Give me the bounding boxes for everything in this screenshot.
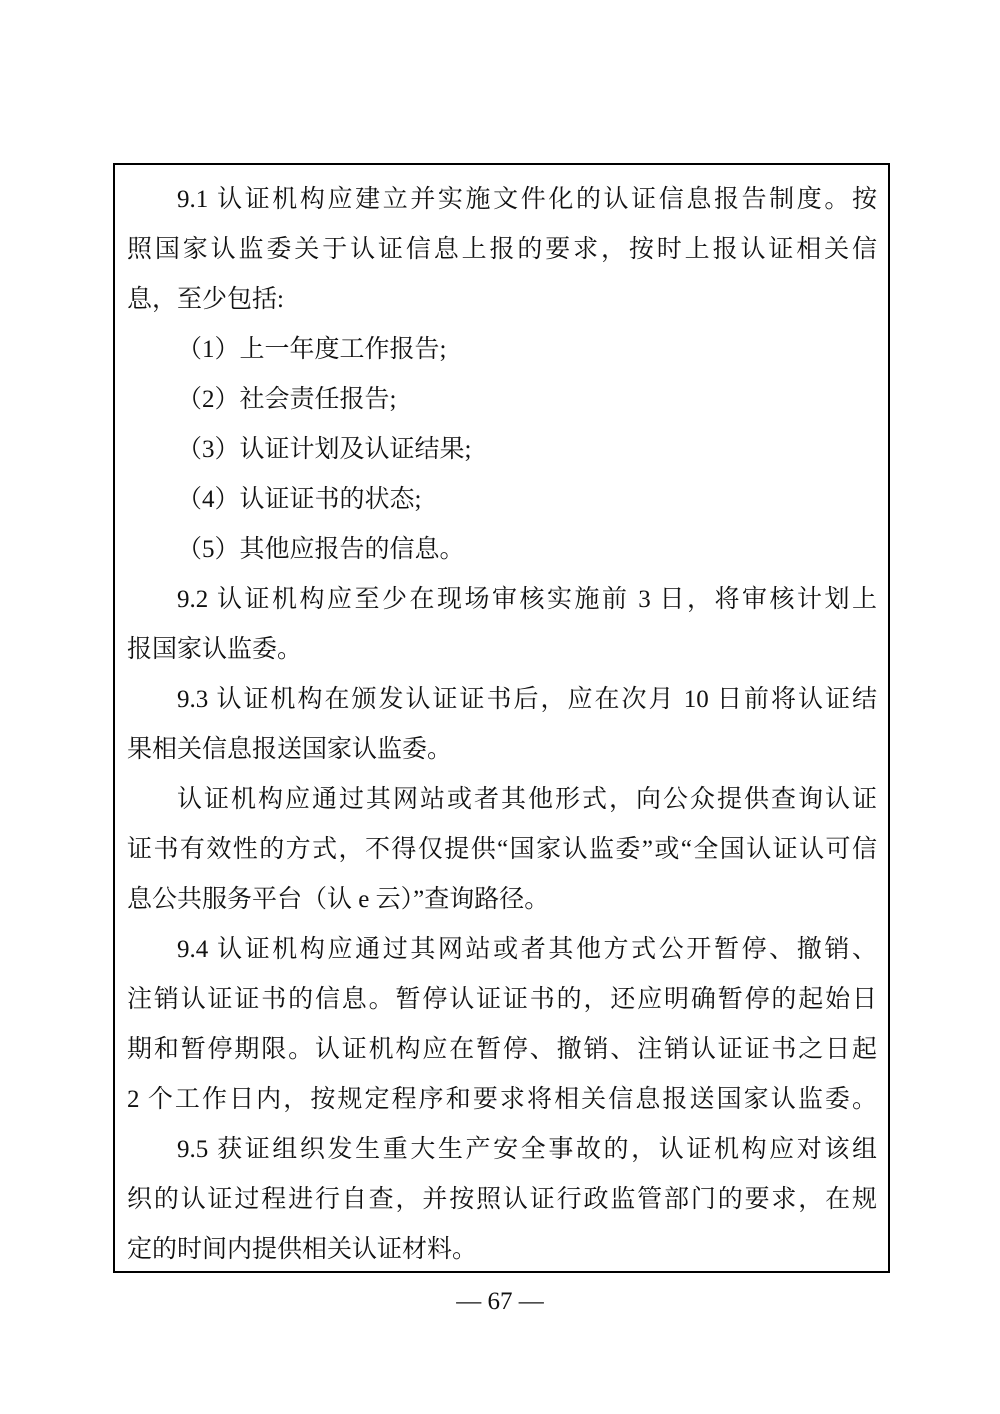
text-line: 息，至少包括: [127,286,284,313]
list-item-line: （5）其他应报告的信息。 [177,536,465,563]
text-line: 9.1 认证机构应建立并实施文件化的认证信息报告制度。按 [177,186,877,213]
text-line: 2 个工作日内，按规定程序和要求将相关信息报送国家认监委。 [127,1086,877,1113]
page-number: — 67 — [456,1288,544,1315]
text-line: 织的认证过程进行自查，并按照认证行政监管部门的要求，在规 [127,1186,877,1213]
text-line: 证书有效性的方式，不得仅提供“国家认监委”或“全国认证认可信 [127,836,877,863]
content-border-box [113,163,890,1273]
text-line: 息公共服务平台（认 e 云）”查询路径。 [127,886,550,913]
list-item-line: （4）认证证书的状态; [177,486,422,513]
text-line: 期和暂停期限。认证机构应在暂停、撤销、注销认证证书之日起 [127,1036,877,1063]
list-item-line: （2）社会责任报告; [177,386,397,413]
text-line: 9.3 认证机构在颁发认证证书后，应在次月 10 日前将认证结 [177,686,877,713]
text-line: 9.4 认证机构应通过其网站或者其他方式公开暂停、撤销、 [177,936,877,963]
list-item-line: （3）认证计划及认证结果; [177,436,472,463]
text-line: 9.5 获证组织发生重大生产安全事故的，认证机构应对该组 [177,1136,877,1163]
list-item-line: （1）上一年度工作报告; [177,336,447,363]
text-line: 定的时间内提供相关认证材料。 [127,1236,478,1263]
text-line: 9.2 认证机构应至少在现场审核实施前 3 日，将审核计划上 [177,586,877,613]
text-line: 照国家认监委关于认证信息上报的要求，按时上报认证相关信 [127,236,877,263]
text-line: 注销认证证书的信息。暂停认证证书的，还应明确暂停的起始日 [127,986,877,1013]
text-line: 报国家认监委。 [127,636,303,663]
text-line: 果相关信息报送国家认监委。 [127,736,453,763]
text-line: 认证机构应通过其网站或者其他形式，向公众提供查询认证 [177,786,877,813]
